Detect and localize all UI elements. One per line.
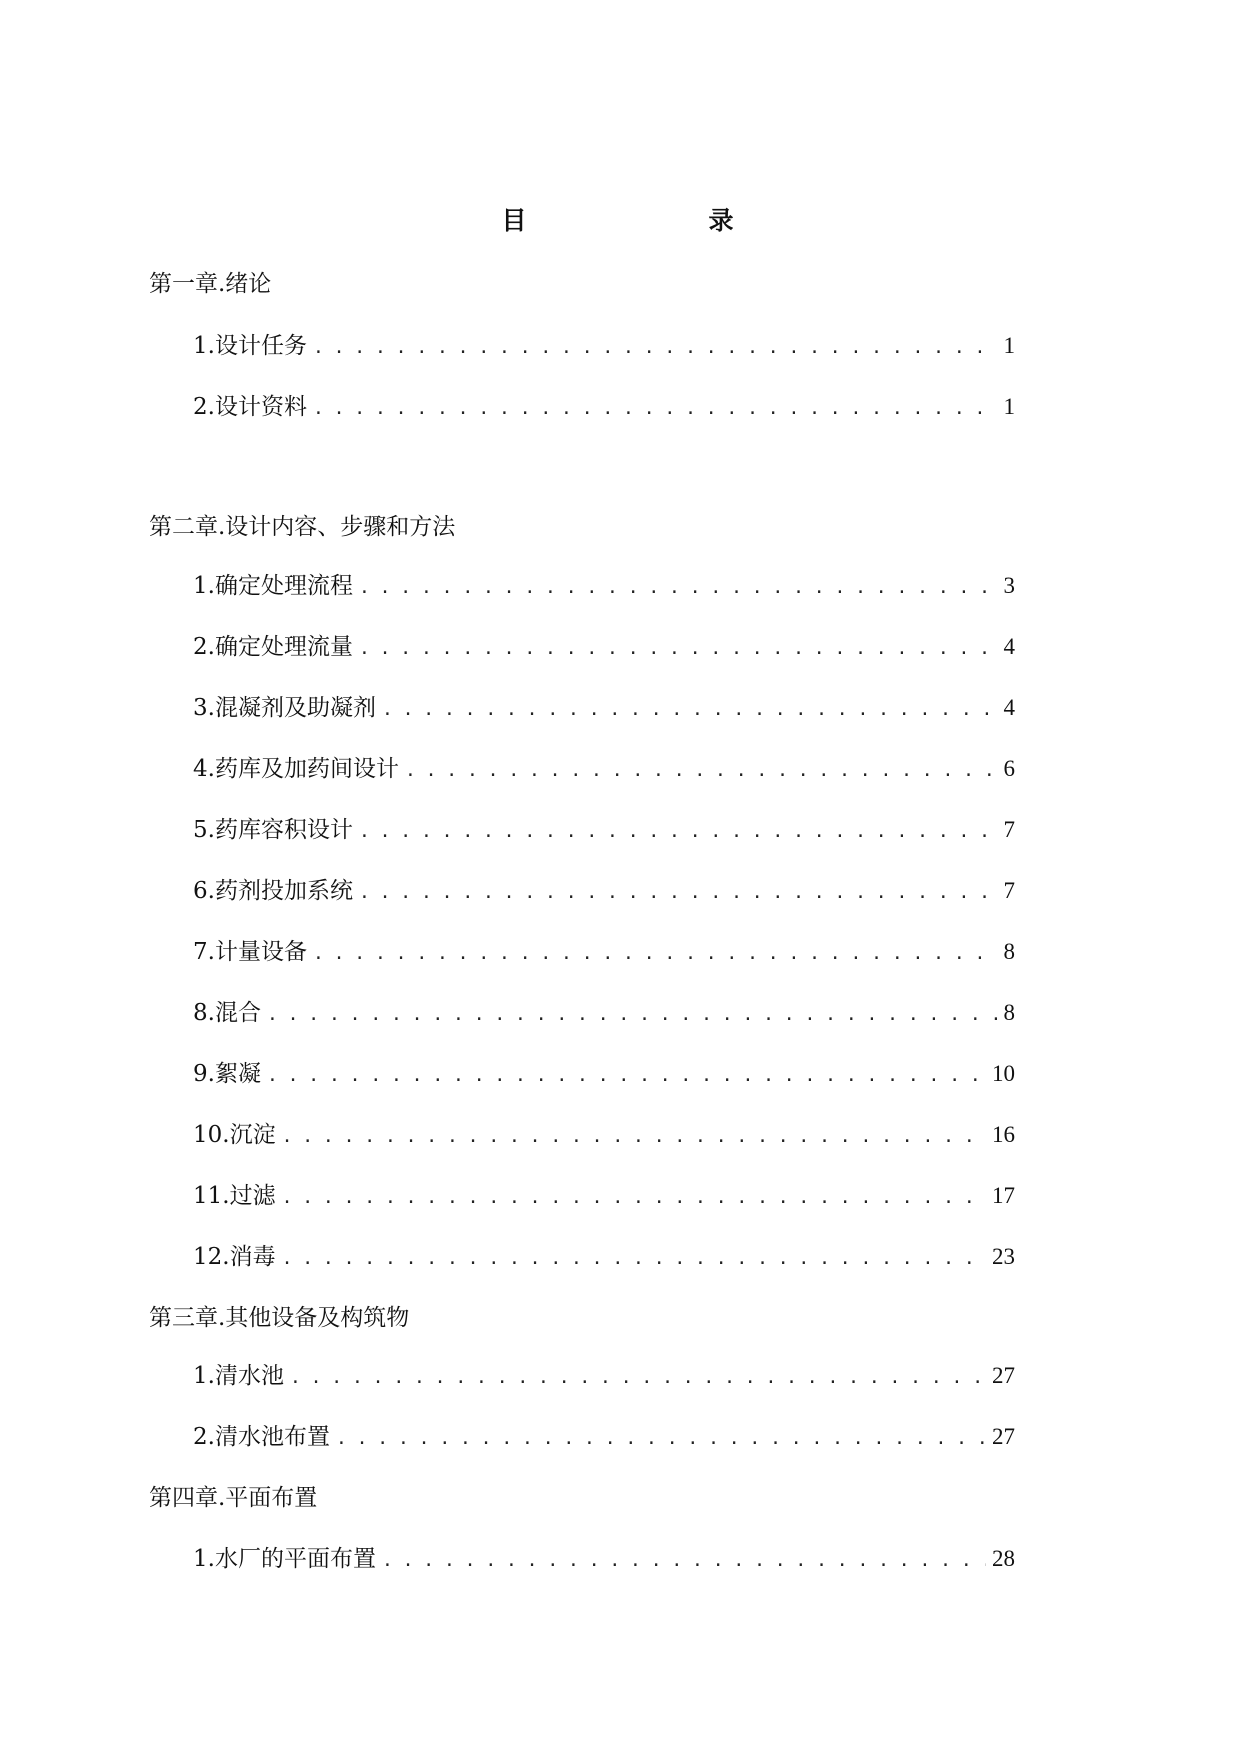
chapter-heading: 第一章.绪论 bbox=[149, 271, 272, 297]
toc-entry[interactable] bbox=[193, 1421, 1015, 1453]
toc-entry-page: 10 bbox=[992, 1061, 1015, 1086]
toc-entry-page: 1 bbox=[1003, 394, 1015, 419]
toc-entry-page: 16 bbox=[992, 1122, 1015, 1147]
toc-entry-page: 7 bbox=[1003, 817, 1015, 842]
dot-leader bbox=[359, 572, 998, 604]
toc-entry-page: 17 bbox=[992, 1183, 1015, 1208]
toc-entry-label: 5.药库容积设计 bbox=[193, 817, 353, 843]
toc-entry-page: 28 bbox=[992, 1546, 1015, 1571]
toc-entry[interactable] bbox=[193, 1360, 1015, 1392]
toc-entry-page: 27 bbox=[992, 1363, 1015, 1388]
dot-leader bbox=[282, 1243, 986, 1275]
dot-leader bbox=[313, 938, 998, 970]
toc-entry-page: 1 bbox=[1003, 333, 1015, 358]
toc-entry-label: 10.沉淀 bbox=[193, 1122, 276, 1148]
toc-entry-label: 1.确定处理流程 bbox=[193, 573, 353, 599]
toc-entry[interactable] bbox=[193, 1058, 1015, 1090]
toc-entry-label: 6.药剂投加系统 bbox=[193, 878, 353, 904]
toc-entry-page: 7 bbox=[1003, 878, 1015, 903]
toc-entry-page: 27 bbox=[992, 1424, 1015, 1449]
dot-leader bbox=[313, 393, 998, 425]
toc-entry[interactable] bbox=[193, 753, 1015, 785]
dot-leader bbox=[405, 755, 998, 787]
toc-entry[interactable] bbox=[193, 631, 1015, 663]
toc-entry-label: 8.混合 bbox=[193, 1000, 261, 1026]
toc-entry-page: 3 bbox=[1003, 573, 1015, 598]
toc-entry-page: 8 bbox=[1003, 1000, 1015, 1025]
toc-entry[interactable] bbox=[193, 1180, 1015, 1212]
toc-entry[interactable] bbox=[193, 1543, 1015, 1575]
toc-entry-label: 12.消毒 bbox=[193, 1244, 276, 1270]
toc-entry-page: 6 bbox=[1003, 756, 1015, 781]
toc-entry-page: 23 bbox=[992, 1244, 1015, 1269]
dot-leader bbox=[382, 1545, 986, 1577]
toc-entry[interactable] bbox=[193, 391, 1015, 423]
toc-entry[interactable] bbox=[193, 1241, 1015, 1273]
dot-leader bbox=[282, 1121, 986, 1153]
dot-leader bbox=[290, 1362, 986, 1394]
toc-entry-label: 11.过滤 bbox=[193, 1183, 276, 1209]
chapter-heading: 第三章.其他设备及构筑物 bbox=[149, 1305, 410, 1331]
toc-entry[interactable] bbox=[193, 1119, 1015, 1151]
toc-entry-label: 7.计量设备 bbox=[193, 939, 307, 965]
toc-title: 目 录 bbox=[501, 206, 778, 235]
toc-entry-label: 1.清水池 bbox=[193, 1363, 284, 1389]
dot-leader bbox=[359, 633, 998, 665]
toc-entry[interactable] bbox=[193, 875, 1015, 907]
toc-entry-label: 1.水厂的平面布置 bbox=[193, 1546, 376, 1572]
toc-entry[interactable] bbox=[193, 330, 1015, 362]
toc-entry-page: 8 bbox=[1003, 939, 1015, 964]
dot-leader bbox=[336, 1423, 986, 1455]
toc-entry-label: 4.药库及加药间设计 bbox=[193, 756, 399, 782]
dot-leader bbox=[382, 694, 998, 726]
toc-entry-label: 2.确定处理流量 bbox=[193, 634, 353, 660]
toc-entry-page: 4 bbox=[1003, 634, 1015, 659]
dot-leader bbox=[359, 816, 998, 848]
toc-entry-label: 2.设计资料 bbox=[193, 394, 307, 420]
toc-entry-label: 9.絮凝 bbox=[193, 1061, 261, 1087]
dot-leader bbox=[267, 1060, 986, 1092]
dot-leader bbox=[267, 999, 998, 1031]
dot-leader bbox=[282, 1182, 986, 1214]
chapter-heading: 第四章.平面布置 bbox=[149, 1485, 318, 1511]
dot-leader bbox=[313, 332, 998, 364]
toc-entry-page: 4 bbox=[1003, 695, 1015, 720]
toc-entry-label: 2.清水池布置 bbox=[193, 1424, 330, 1450]
toc-entry[interactable] bbox=[193, 997, 1015, 1029]
toc-entry-label: 3.混凝剂及助凝剂 bbox=[193, 695, 376, 721]
toc-entry[interactable] bbox=[193, 936, 1015, 968]
chapter-heading: 第二章.设计内容、步骤和方法 bbox=[149, 514, 456, 540]
dot-leader bbox=[359, 877, 998, 909]
toc-entry[interactable] bbox=[193, 692, 1015, 724]
toc-entry[interactable] bbox=[193, 814, 1015, 846]
toc-entry-label: 1.设计任务 bbox=[193, 333, 307, 359]
toc-entry[interactable] bbox=[193, 570, 1015, 602]
